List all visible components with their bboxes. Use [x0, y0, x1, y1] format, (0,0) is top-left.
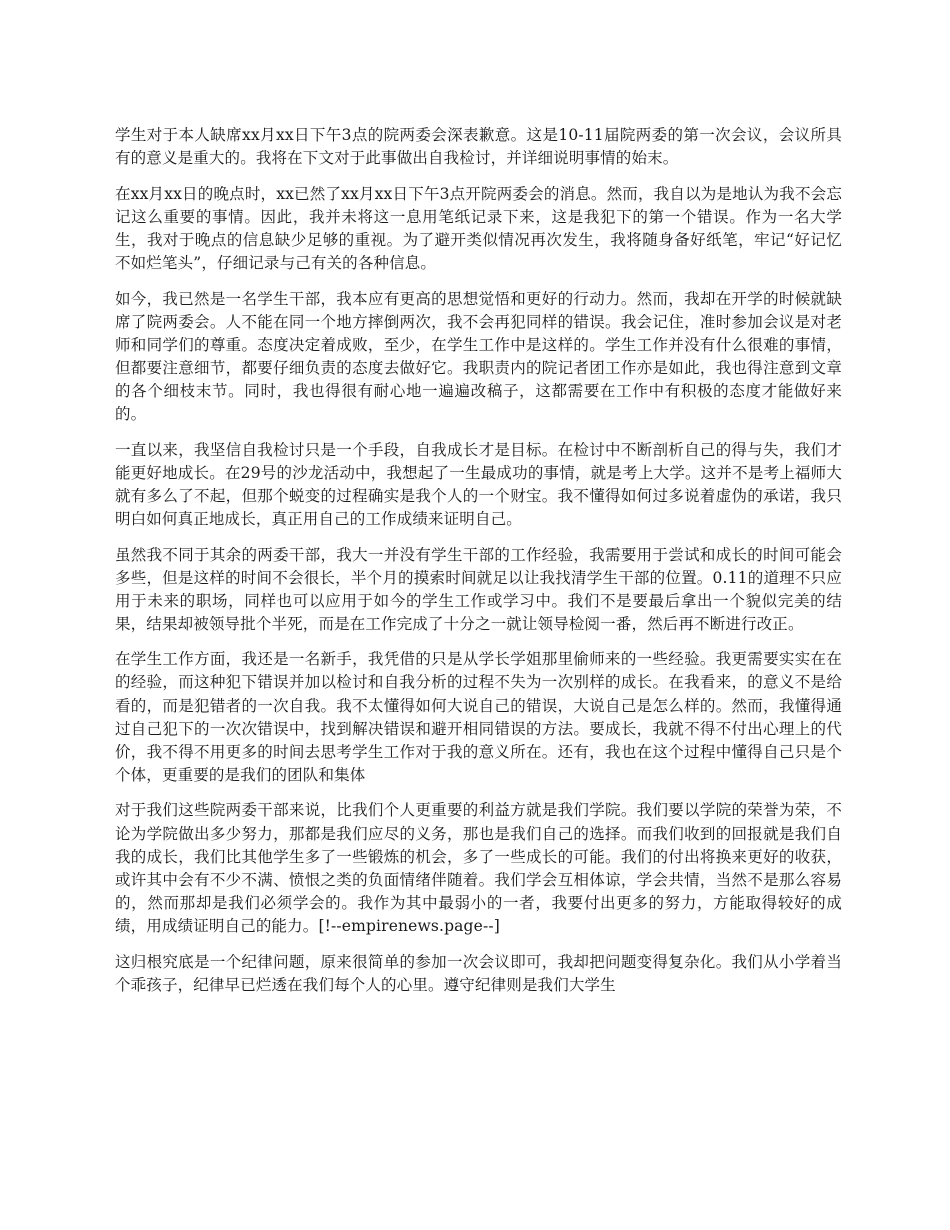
- paragraph-4: 一直以来，我坚信自我检讨只是一个手段，自我成长才是目标。在检讨中不断剖析自己的得与失，我们才能更好地成长。在29号的沙龙活动中，我想起了一生最成功的事情，就是考上大学。这并不是考上福师大就有多么了不起，但那个蜕变的过程确实是我个人的一个财宝。我不懂得如何过多说着虚伪的承诺，我只明白如何真正地成长，真正用自己的工作成绩来证明自己。: [115, 440, 842, 528]
- paragraph-5: 虽然我不同于其余的两委干部，我大一并没有学生干部的工作经验，我需要用于尝试和成长的时间可能会多些，但是这样的时间不会很长，半个月的摸索时间就足以让我找清学生干部的位置。0.11的道理不只应用于未来的职场，同样也可以应用于如今的学生工作或学习中。我们不是要最后拿出一个貌似完美的结果，结果却被领导批个半死，而是在工作完成了十分之一就让领导检阅一番，然后再不断进行改正。: [115, 545, 842, 633]
- paragraph-7: 对于我们这些院两委干部来说，比我们个人更重要的利益方就是我们学院。我们要以学院的荣誉为荣，不论为学院做出多少努力，那都是我们应尽的义务，那也是我们自己的选择。而我们收到的回报就是我们自我的成长，我们比其他学生多了一些锻炼的机会，多了一些成长的可能。我们的付出将换来更好的收获，或许其中会有不少不满、愤恨之类的负面情绪伴随着。我们学会互相体谅，学会共情，当然不是那么容易的，然而那却是我们必须学会的。我作为其中最弱小的一者，我要付出更多的努力，方能取得较好的成绩，用成绩证明自己的能力。[!--empirenews.page--]: [115, 801, 842, 935]
- paragraph-1: 学生对于本人缺席xx月xx日下午3点的院两委会深表歉意。这是10-11届院两委的第一次会议，会议所具有的意义是重大的。我将在下文对于此事做出自我检讨，并详细说明事情的始末。: [115, 126, 842, 168]
- document-body: [115, 124, 842, 1009]
- paragraph-8: 这归根究底是一个纪律问题，原来很简单的参加一次会议即可，我却把问题变得复杂化。我们从小学着当个乖孩子，纪律早已烂透在我们每个人的心里。遵守纪律则是我们大学生: [115, 952, 842, 994]
- paragraph-2: 在xx月xx日的晚点时，xx已然了xx月xx日下午3点开院两委会的消息。然而，我自以为是地认为我不会忘记这么重要的事情。因此，我并未将这一息用笔纸记录下来，这是我犯下的第一个错误。作为一名大学生，我对于晚点的信息缺少足够的重视。为了避开类似情况再次发生，我将随身备好纸笔，牢记“好记忆不如烂笔头”，仔细记录与己有关的各种信息。: [115, 184, 842, 272]
- paragraph-3: 如今，我已然是一名学生干部，我本应有更高的思想觉悟和更好的行动力。然而，我却在开学的时候就缺席了院两委会。人不能在同一个地方摔倒两次，我不会再犯同样的错误。我会记住，准时参加会议是对老师和同学们的尊重。态度决定着成败，至少，在学生工作中是这样的。学生工作并没有什么很难的事情，但都要注意细节，都要仔细负责的态度去做好它。我职责内的院记者团工作亦是如此，我也得注意到文章的各个细枝末节。同时，我也得很有耐心地一遍遍改稿子，这都需要在工作中有积极的态度才能做好来的。: [115, 289, 842, 424]
- paragraph-6: 在学生工作方面，我还是一名新手，我凭借的只是从学长学姐那里偷师来的一些经验。我更需要实实在在的经验，而这种犯下错误并加以检讨和自我分析的过程不失为一次别样的成长。在我看来，的意义不是给看的，而是犯错者的一次自我。我不太懂得如何大说自己的错误，大说自己是怎么样的。然而，我懂得通过自己犯下的一次次错误中，找到解决错误和避开相同错误的方法。要成长，我就不得不付出心理上的代价，我不得不用更多的时间去思考学生工作对于我的意义所在。还有，我也在这个过程中懂得自己只是个个体，更重要的是我们的团队和集体: [115, 650, 842, 784]
